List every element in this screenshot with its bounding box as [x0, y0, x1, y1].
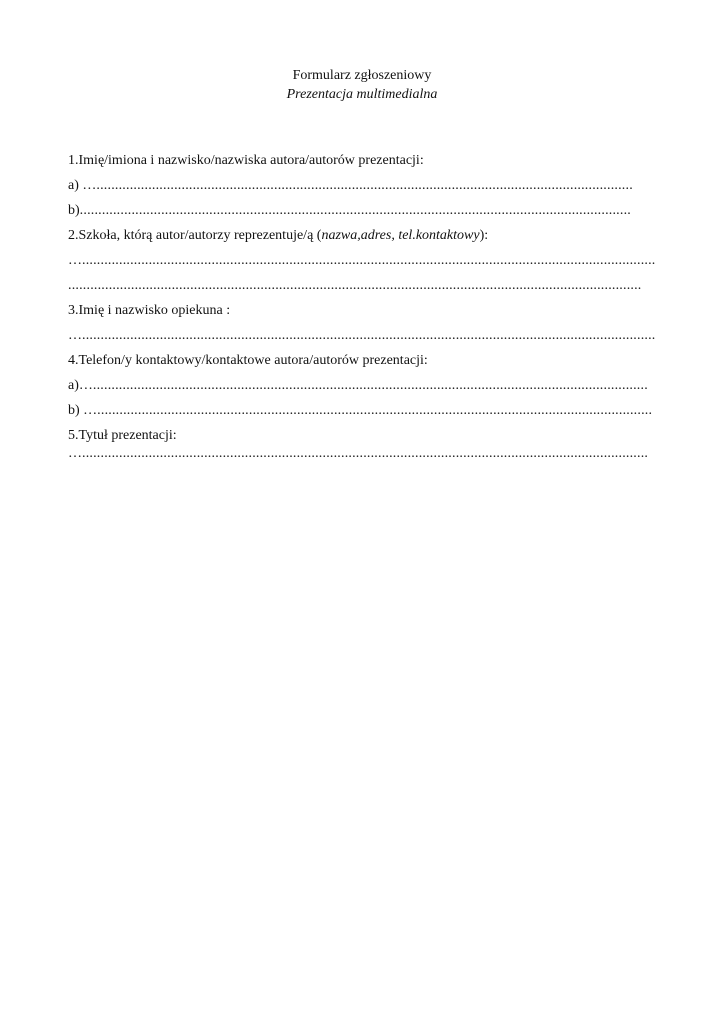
- q4-b-prefix: b) …: [68, 403, 98, 418]
- q3-field-line1[interactable]: [68, 327, 660, 352]
- q4-field-a[interactable]: [68, 377, 660, 402]
- q1-label: 1.Imię/imiona i nazwisko/nazwiska autora/autorów prezentacji:: [68, 153, 424, 168]
- q3-label: 3.Imię i nazwisko opiekuna :: [68, 303, 231, 318]
- q2-line1-prefix: …: [68, 253, 82, 268]
- q1-b-dots: .....................................................................................................................................................: [79, 203, 631, 218]
- q1-a-prefix: a) …: [68, 178, 97, 193]
- q2-label: [68, 227, 660, 252]
- q2-label-italic: nazwa,adres, tel.kontaktowy: [321, 228, 480, 243]
- q4-field-b[interactable]: [68, 402, 660, 427]
- q3-line1-dots: ...........................................................................................................................................................: [82, 328, 656, 343]
- q2-label-main: 2.Szkoła, którą autor/autorzy reprezentuje/ą (: [68, 228, 322, 243]
- q5-line1-dots: .........................................................................................................................................................: [82, 446, 649, 461]
- q5-field-line1[interactable]: [68, 445, 660, 470]
- form-title: Formularz zgłoszeniowy: [292, 68, 432, 83]
- q1-field-a[interactable]: [68, 177, 660, 202]
- q5-label: 5.Tytuł prezentacji:: [68, 428, 177, 443]
- q2-line1-dots: ...........................................................................................................................................................: [82, 253, 656, 268]
- q4-b-dots: ......................................................................................................................................................: [97, 403, 653, 418]
- q4-label: 4.Telefon/y kontaktowy/kontaktowe autora/autorów prezentacji:: [68, 353, 428, 368]
- q4-a-prefix: a)…: [68, 378, 93, 393]
- form-subtitle: Prezentacja multimedialna: [286, 87, 438, 102]
- q1-a-dots: .................................................................................................................................................: [96, 178, 633, 193]
- q3-line1-prefix: …: [68, 328, 82, 343]
- q2-field-line1[interactable]: [68, 252, 660, 277]
- q5-line1-prefix: …: [68, 446, 82, 461]
- q4-a-dots: ......................................................................................................................................................: [92, 378, 648, 393]
- q1-b-prefix: b): [68, 203, 80, 218]
- q2-label-end: ):: [479, 228, 489, 243]
- q1-field-b[interactable]: [68, 202, 660, 227]
- form-header: [0, 66, 724, 104]
- application-form: [68, 152, 660, 470]
- q2-field-line2[interactable]: [68, 277, 660, 302]
- q2-line2-dots: ...........................................................................................................................................................: [68, 278, 642, 293]
